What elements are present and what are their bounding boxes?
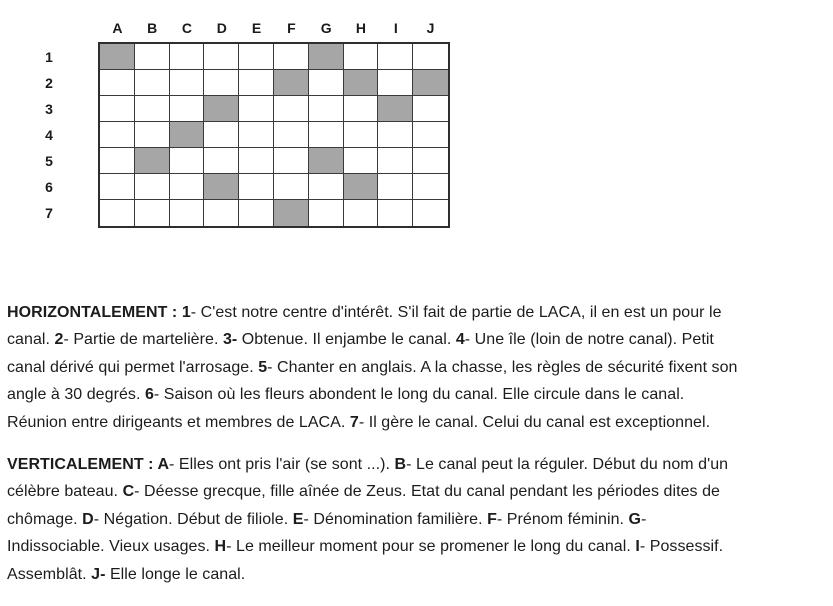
grid-cell-C2 — [170, 70, 205, 96]
grid-cell-H1 — [344, 44, 379, 70]
grid-cell-A3 — [100, 96, 135, 122]
clue-line — [7, 299, 829, 326]
clue-key: 2 — [54, 331, 64, 349]
clue-key: 1 — [181, 304, 191, 321]
grid-cell-H5 — [344, 148, 379, 174]
clue-key: B — [394, 456, 407, 473]
clue-line — [7, 561, 829, 588]
grid-cell-D4 — [204, 122, 239, 148]
clue-text: Réunion entre dirigeants et membres de LACA. — [7, 413, 350, 431]
column-label-I: I — [393, 20, 398, 36]
clue-key: E — [292, 510, 304, 528]
column-label-H: H — [355, 20, 367, 36]
column-label-D: D — [216, 20, 227, 36]
clue-text: - Prénom féminin. — [496, 510, 629, 528]
grid-cell-G3 — [309, 96, 344, 122]
row-label-4: 4 — [45, 127, 53, 143]
grid-cell-C5 — [170, 148, 205, 174]
grid-cell-D1 — [204, 44, 239, 70]
grid-cell-I7 — [378, 200, 413, 226]
grid-cell-H3 — [344, 96, 379, 122]
grid-cell-F4 — [274, 122, 309, 148]
clue-text: - Saison où les fleurs abondent le long du canal. Elle circule dans le canal. — [153, 386, 685, 404]
grid-cell-E2 — [239, 70, 274, 96]
clue-key: C — [122, 483, 135, 501]
clue-text: - Partie de martelière. — [63, 331, 223, 349]
grid-cell-A6 — [100, 174, 135, 200]
clue-text: canal. — [7, 331, 55, 349]
clue-line — [7, 326, 829, 353]
column-label-E: E — [251, 20, 262, 36]
clue-line — [7, 506, 829, 533]
grid-cell-G4 — [309, 122, 344, 148]
clue-key: VERTICALEMENT : — [7, 456, 158, 473]
clue-key: 5 — [258, 358, 268, 376]
clue-line — [7, 451, 829, 478]
grid-cell-F1 — [274, 44, 309, 70]
clue-text: Assemblât. — [7, 565, 92, 583]
grid-cell-G6 — [309, 174, 344, 200]
clue-text: - — [641, 510, 647, 528]
grid-cell-D6 — [204, 174, 239, 200]
clue-key: H — [214, 538, 227, 556]
clue-key: 4 — [455, 331, 465, 349]
grid-cell-E3 — [239, 96, 274, 122]
vertical-clues-paragraph — [7, 451, 829, 588]
grid-column-headers — [100, 19, 448, 37]
grid-cell-C4 — [170, 122, 205, 148]
clue-key: A — [157, 456, 170, 473]
grid-cell-B3 — [135, 96, 170, 122]
clue-text: - Déesse grecque, fille aînée de Zeus. Etat du canal pendant les périodes dites de — [134, 483, 720, 501]
grid-cell-J4 — [413, 122, 448, 148]
clue-key: 6 — [144, 386, 154, 404]
grid-cell-F2 — [274, 70, 309, 96]
grid-cell-B1 — [135, 44, 170, 70]
row-label-6: 6 — [45, 179, 53, 195]
grid-cell-B5 — [135, 148, 170, 174]
clue-key: J- — [91, 565, 106, 583]
clue-text: Indissociable. Vieux usages. — [7, 538, 215, 556]
clue-text: - Le meilleur moment pour se promener le long du canal. — [226, 538, 636, 556]
clue-text: - Dénomination familière. — [303, 510, 488, 528]
grid-cell-I6 — [378, 174, 413, 200]
horizontal-clues-paragraph — [7, 299, 829, 436]
clue-text: célèbre bateau. — [7, 483, 123, 501]
grid-cell-A1 — [100, 44, 135, 70]
grid-cell-G1 — [309, 44, 344, 70]
column-label-J: J — [426, 20, 435, 36]
grid-cell-J3 — [413, 96, 448, 122]
grid-cell-C7 — [170, 200, 205, 226]
grid-cell-H4 — [344, 122, 379, 148]
clue-key: F — [487, 510, 497, 528]
clue-text: - Il gère le canal. Celui du canal est exceptionnel. — [358, 413, 711, 431]
clue-text: canal dérivé qui permet l'arrosage. — [7, 358, 259, 376]
clue-key: HORIZONTALEMENT : — [7, 304, 182, 321]
row-label-2: 2 — [45, 75, 53, 91]
column-label-A: A — [112, 20, 123, 36]
clue-text: angle à 30 degrés. — [7, 386, 145, 404]
grid-cell-J2 — [413, 70, 448, 96]
clue-line — [7, 381, 829, 408]
grid-cell-G7 — [309, 200, 344, 226]
clue-text: Elle longe le canal. — [105, 565, 246, 583]
grid-cell-F3 — [274, 96, 309, 122]
grid-cell-D3 — [204, 96, 239, 122]
crossword-grid — [98, 42, 450, 228]
grid-cell-E5 — [239, 148, 274, 174]
grid-cell-E6 — [239, 174, 274, 200]
clue-text: - Une île (loin de notre canal). Petit — [464, 331, 714, 349]
grid-cell-B4 — [135, 122, 170, 148]
grid-cell-H6 — [344, 174, 379, 200]
grid-cell-H7 — [344, 200, 379, 226]
clue-text: - Négation. Début de filiole. — [93, 510, 293, 528]
clue-text: - C'est notre centre d'intérêt. S'il fait de partie de LACA, il en est un pour le — [190, 304, 722, 321]
clue-key: 7 — [349, 413, 359, 431]
grid-cell-B2 — [135, 70, 170, 96]
grid-cell-F5 — [274, 148, 309, 174]
grid-cell-D5 — [204, 148, 239, 174]
clue-line — [7, 409, 829, 436]
clue-text: - Chanter en anglais. A la chasse, les règles de sécurité fixent son — [267, 358, 738, 376]
grid-cell-D2 — [204, 70, 239, 96]
clue-key: G — [628, 510, 642, 528]
clue-line — [7, 354, 829, 381]
grid-cell-I1 — [378, 44, 413, 70]
clue-key: D — [82, 510, 94, 528]
grid-cell-C3 — [170, 96, 205, 122]
grid-cell-G2 — [309, 70, 344, 96]
grid-cell-I3 — [378, 96, 413, 122]
grid-cell-J6 — [413, 174, 448, 200]
row-label-5: 5 — [45, 153, 53, 169]
grid-cell-E7 — [239, 200, 274, 226]
grid-cell-C6 — [170, 174, 205, 200]
grid-cell-I5 — [378, 148, 413, 174]
grid-cell-H2 — [344, 70, 379, 96]
column-label-F: F — [287, 20, 296, 36]
row-label-1: 1 — [45, 49, 53, 65]
clue-line — [7, 478, 829, 505]
grid-cell-J5 — [413, 148, 448, 174]
clue-text: - Le canal peut la réguler. Début du nom d'un — [406, 456, 729, 473]
grid-cell-E1 — [239, 44, 274, 70]
grid-cell-I2 — [378, 70, 413, 96]
grid-cell-G5 — [309, 148, 344, 174]
grid-cell-B6 — [135, 174, 170, 200]
clue-text: - Possessif. — [639, 538, 724, 556]
column-label-B: B — [147, 20, 158, 36]
grid-cell-J7 — [413, 200, 448, 226]
grid-cell-F6 — [274, 174, 309, 200]
grid-cell-B7 — [135, 200, 170, 226]
clue-text: Obtenue. Il enjambe le canal. — [237, 331, 456, 349]
clue-line — [7, 533, 829, 560]
column-label-G: G — [320, 20, 332, 36]
clue-key: 3- — [222, 331, 238, 349]
clue-text: chômage. — [7, 510, 83, 528]
grid-cell-I4 — [378, 122, 413, 148]
grid-cell-A4 — [100, 122, 135, 148]
row-label-3: 3 — [45, 101, 53, 117]
clue-text: - Elles ont pris l'air (se sont ...). — [169, 456, 395, 473]
clue-key: I — [635, 538, 640, 556]
grid-row-headers — [36, 44, 62, 226]
grid-cell-A5 — [100, 148, 135, 174]
grid-cell-D7 — [204, 200, 239, 226]
column-label-C: C — [181, 20, 193, 36]
grid-cell-J1 — [413, 44, 448, 70]
grid-cell-A2 — [100, 70, 135, 96]
row-label-7: 7 — [45, 205, 53, 221]
grid-cell-F7 — [274, 200, 309, 226]
grid-cell-C1 — [170, 44, 205, 70]
grid-cell-E4 — [239, 122, 274, 148]
grid-cell-A7 — [100, 200, 135, 226]
